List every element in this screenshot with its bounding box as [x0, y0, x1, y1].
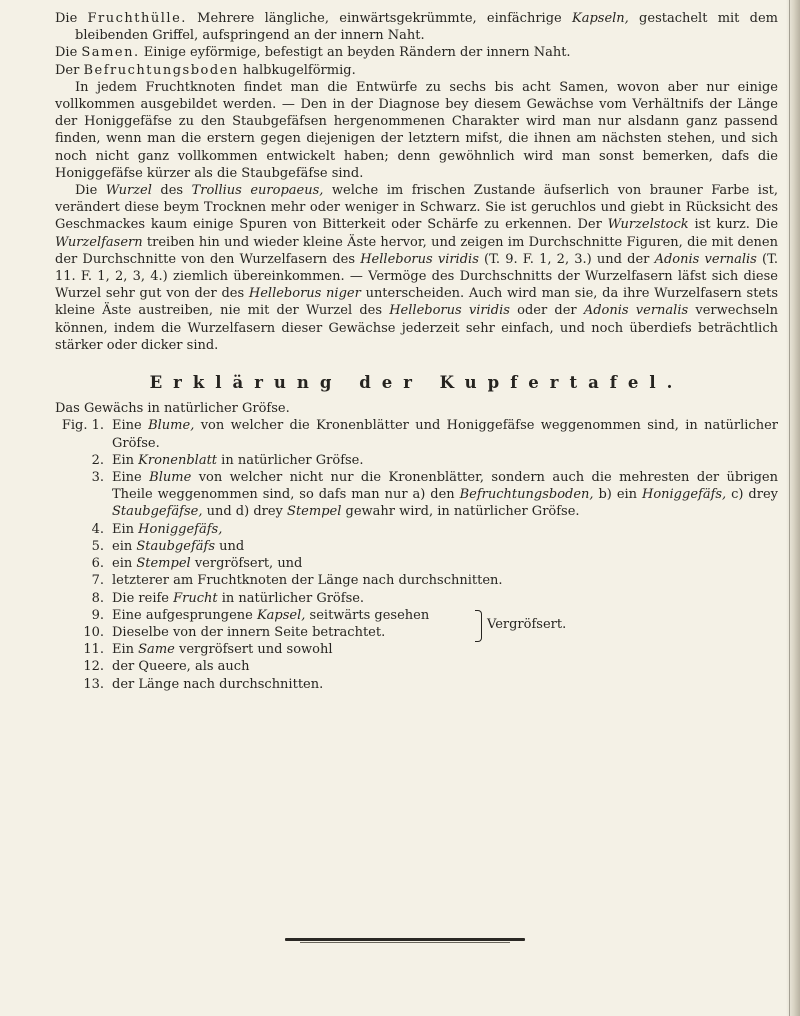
figure-entry: [55, 607, 778, 624]
italic-term: Befruchtungsboden,: [459, 487, 594, 503]
closing-rule-thin: [300, 942, 510, 943]
page-text: [55, 10, 778, 693]
text-run: vergröfsert, und: [190, 556, 303, 572]
figure-entry: [55, 452, 778, 469]
text-run: Die reife: [112, 590, 174, 606]
text-run: Eine: [112, 470, 150, 486]
spaced-term: Fruchthülle.: [87, 11, 187, 26]
text-run: (T. 9. F. 1, 2, 3.) und der: [478, 251, 655, 267]
italic-term: Adonis vernalis: [583, 303, 689, 319]
italic-term: Trollius europaeus,: [191, 183, 324, 199]
italic-term: Frucht: [173, 590, 218, 606]
figure-list: [55, 417, 778, 606]
text-run: und: [215, 538, 245, 554]
brace-label: Vergröfsert.: [487, 616, 567, 632]
body-paragraph: [55, 79, 778, 182]
figure-number: 8.: [91, 590, 104, 606]
closing-rule: [285, 938, 525, 941]
figure-number: 4.: [91, 521, 104, 537]
figure-number: 3.: [91, 470, 104, 486]
text-run: vergröfsert und sowohl: [174, 642, 333, 658]
text-run: treiben hin und wieder kleine Äste hervor, und zeigen im Durchschnitte Figuren, die mit denen der Durchschnitte von den Wurzelfasern des: [55, 234, 778, 267]
italic-term: Honiggefäfs,: [138, 521, 223, 537]
spaced-term: Befruchtungsboden: [83, 62, 239, 78]
figure-entry: [55, 521, 778, 538]
text-run: Mehrere längliche, einwärtsgekrümmte, einfächrige: [186, 11, 572, 26]
text-run: in natürlicher Gröfse.: [217, 452, 364, 468]
body-paragraph: [55, 10, 778, 44]
figure-number: 5.: [91, 538, 104, 554]
italic-term: Stempel: [287, 504, 342, 520]
italic-term: Adonis vernalis: [654, 251, 757, 267]
plate-explanation-heading: Erklärung der Kupfertafel.: [149, 373, 684, 393]
italic-term: Kapseln,: [571, 11, 629, 26]
italic-term: Wurzelfasern: [55, 234, 143, 250]
text-run: in natürlicher Gröfse.: [217, 590, 365, 606]
italic-term: Staubgefäfs: [136, 538, 215, 554]
text-run: von welcher die Kronenblätter und Honiggefäfse weggenommen sind, in natürlicher Gröfse.: [112, 418, 778, 451]
figure-entry: [55, 417, 778, 451]
text-run: oder der: [509, 303, 584, 319]
italic-term: Stempel: [136, 556, 191, 572]
text-run: des: [151, 183, 192, 199]
italic-term: Wurzel: [105, 183, 152, 199]
italic-term: Same: [138, 642, 175, 658]
figure-number: Fig. 1.: [61, 418, 104, 434]
figure-entry: [55, 555, 778, 572]
text-run: Eine aufgesprungene: [112, 607, 257, 623]
plate-intro: Das Gewächs in natürlicher Gröfse.: [55, 401, 290, 417]
text-run: welche im frischen Zustande äufserlich von brauner Farbe ist, verändert diese beym Trocknen mehr oder weniger in Schwarz. Sie ist geruchlos und giebt in Rücksicht des Geschmackes kaum einige Spuren von Bitterkeit oder Schärfe zu erkennen. Der: [55, 183, 778, 233]
text-run: Ein: [112, 642, 139, 658]
text-run: ein: [112, 538, 137, 554]
page-edge-line: [789, 0, 790, 1016]
text-run: Dieselbe von der innern Seite betrachtet.: [112, 624, 386, 640]
text-run: Der: [55, 62, 84, 78]
italic-term: Kapsel,: [256, 607, 306, 623]
text-run: letzterer am Fruchtknoten der Länge nach durchschnitten.: [112, 573, 503, 589]
italic-term: Helleborus viridis: [389, 303, 510, 319]
text-run: der Länge nach durchschnitten.: [112, 676, 324, 692]
body-paragraph: [55, 44, 778, 61]
text-run: Ein: [112, 452, 139, 468]
figure-entry: [55, 676, 778, 693]
figure-number: 6.: [91, 556, 104, 572]
italic-term: Helleborus viridis: [360, 251, 479, 267]
text-run: gewahr wird, in natürlicher Gröfse.: [341, 504, 580, 520]
figure-entry: [55, 658, 778, 675]
text-run: unterscheiden. Auch wird man sie, da ihre Wurzelfasern stets kleine Äste austreiben, nie mit der Wurzel des: [55, 286, 779, 319]
tail-figure-list: [55, 641, 778, 693]
figure-entry: [55, 641, 778, 658]
italic-term: Blume: [149, 470, 192, 486]
curly-brace: [475, 610, 482, 642]
text-run: Die: [55, 11, 88, 26]
italic-term: Blume,: [148, 418, 195, 434]
figure-number: 11.: [83, 642, 104, 658]
text-run: seitwärts gesehen: [305, 607, 430, 623]
figure-number: 10.: [83, 624, 104, 640]
text-run: verwechseln können, indem die Wurzelfasern dieser Gewächse jederzeit sehr einfach, und noch überdiefs beträchtlich stärker oder dicker sind.: [55, 303, 779, 353]
body-paragraph: [55, 182, 778, 354]
text-run: Eine: [112, 418, 149, 434]
body-paragraph: [55, 62, 778, 79]
figure-entry: [55, 469, 778, 521]
figure-number: 7.: [91, 573, 104, 589]
text-run: und d) drey: [202, 504, 288, 520]
italic-term: Honiggefäfs,: [641, 487, 727, 503]
text-run: (T. 11. F. 1, 2, 3, 4.) ziemlich übereinkommen. — Vermöge des Durchschnitts der Wurzelfasern läfst sich diese Wurzel sehr gut von der des: [55, 251, 778, 302]
figure-number: 9.: [91, 607, 104, 623]
text-run: der Queere, als auch: [112, 659, 250, 675]
body-paragraphs: [55, 10, 778, 354]
text-run: Einige eyförmige, befestigt an beyden Rändern der innern Naht.: [139, 45, 571, 61]
text-run: b) ein: [593, 487, 642, 503]
italic-term: Staubgefäfse,: [112, 504, 203, 520]
italic-term: Helleborus niger: [248, 286, 361, 302]
brace-figure-list: [55, 607, 778, 641]
figure-entry: [55, 538, 778, 555]
text-run: von welcher nicht nur die Kronenblätter, sondern auch die mehresten der übrigen Theile weggenommen sind, so dafs man nur a) den: [112, 470, 778, 503]
spaced-term: Samen.: [81, 45, 140, 61]
italic-term: Wurzelstock: [607, 217, 689, 233]
figure-entry: [55, 624, 778, 641]
text-run: c) drey: [726, 487, 779, 503]
text-run: ein: [112, 556, 137, 572]
text-run: Die: [55, 45, 82, 61]
text-run: ist kurz. Die: [688, 217, 779, 233]
italic-term: Kronenblatt: [138, 452, 218, 468]
figure-number: 12.: [83, 659, 104, 675]
text-run: halbkugelförmig.: [238, 62, 356, 78]
text-run: In jedem Fruchtknoten findet man die Entwürfe zu sechs bis acht Samen, wovon aber nur einige vollkommen ausgebildet werden. — Den in der Diagnose bey diesem Gewächse vom Verhältnifs der Länge der Honiggefäfse zu den Staubgefäfsen hergenommenen Charakter wird man nur alsdann ganz passend finden, wenn man die erstern gegen diejenigen der letztern mifst, die ihnen am nächsten stehen, und sich noch nicht ganz vollkommen entwickelt haben; denn gewöhnlich wird man sonst bemerken, dafs die Honiggefäfse kürzer als die Staubgefäfse sind.: [55, 79, 778, 181]
text-run: gestachelt mit dem bleibenden Griffel, aufspringend an der innern Naht.: [75, 11, 778, 44]
figure-entry: [55, 572, 778, 589]
figure-number: 2.: [91, 452, 104, 468]
figure-entry: [55, 590, 778, 607]
text-run: Die: [75, 183, 106, 199]
figure-number: 13.: [83, 676, 104, 692]
text-run: Ein: [112, 521, 139, 537]
figure-brace-group: [55, 607, 778, 641]
